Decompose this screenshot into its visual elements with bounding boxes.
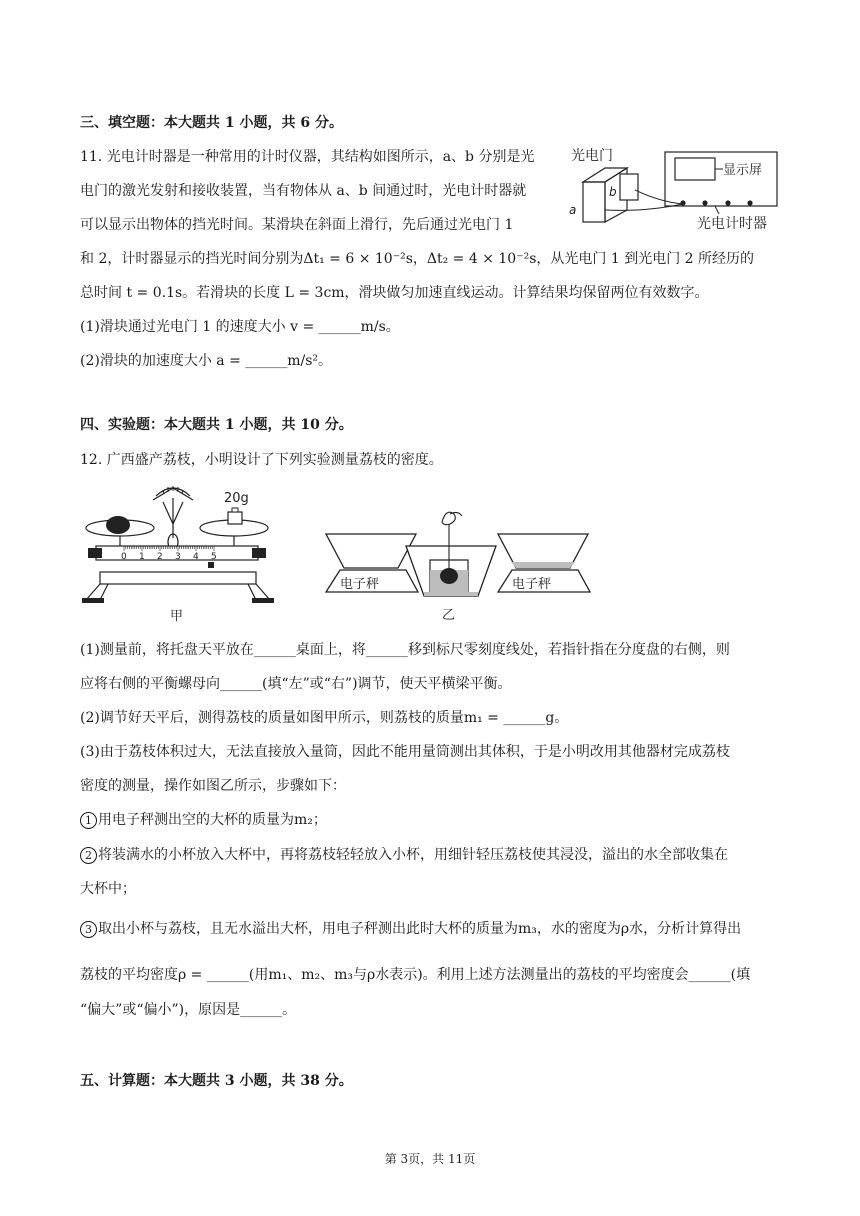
q12-step2b: 大杯中； xyxy=(80,881,136,897)
label-yi: 乙 xyxy=(442,608,456,623)
q11-sub2: (2)滑块的加速度大小 a = ______m/s²。 xyxy=(80,353,333,369)
label-jia: 甲 xyxy=(170,609,184,623)
q11-line2: 电门的激光发射和接收装置，当有物体从 a、b 间通过时，光电计时器就 xyxy=(80,183,527,199)
q11-sub1: (1)滑块通过光电门 1 的速度大小 v = ______m/s。 xyxy=(80,319,400,335)
q12-intro: 12. 广西盛产荔枝，小明设计了下列实验测量荔枝的密度。 xyxy=(80,452,443,468)
photogate-figure xyxy=(565,140,785,235)
section3-heading: 三、填空题：本大题共 1 小题，共 6 分。 xyxy=(80,115,343,131)
circled-number: 3 xyxy=(80,921,97,938)
circled-number: 2 xyxy=(80,847,97,864)
step3-text: 取出小杯与荔枝，且无水溢出大杯，用电子秤测出此时大杯的质量为m₃，水的密度为ρ水，分析计算得出 xyxy=(98,921,742,937)
step1-text: 用电子秤测出空的大杯的质量为m₂； xyxy=(98,812,327,828)
fig-label-a: a xyxy=(569,203,577,217)
scale-figure xyxy=(318,500,603,625)
scale-tick-label: 1 xyxy=(139,552,145,562)
circled-number: 1 xyxy=(80,812,97,829)
step2-text: 将装满水的小杯放入大杯中，再将荔枝轻轻放入小杯，用细针轻压荔枝使其浸没，溢出的水全部收集在 xyxy=(98,847,728,863)
q12-p1b: 应将右侧的平衡螺母向______(填“左”或“右”)调节，使天平横梁平衡。 xyxy=(80,676,512,692)
scale-tick-label: 2 xyxy=(157,552,163,562)
weight-label: 20g xyxy=(224,491,249,506)
fig-label-b: b xyxy=(609,185,617,199)
q12-step3a xyxy=(80,919,741,939)
scale-tick-label: 5 xyxy=(211,552,217,562)
q11-line3: 可以显示出物体的挡光时间。某滑块在斜面上滑行，先后通过光电门 1 xyxy=(80,217,514,233)
q12-step3b: 荔枝的平均密度ρ = ______(用m₁、m₂、m₃与ρ水表示)。利用上述方法测量出的荔枝的平均密度会______(填 xyxy=(80,967,751,983)
q12-p3a: (3)由于荔枝体积过大，无法直接放入量筒，因此不能用量筒测出其体积，于是小明改用其他器材完成荔枝 xyxy=(80,744,730,760)
balance-figure xyxy=(78,478,278,623)
scale-tick-label: 4 xyxy=(193,552,199,562)
q11-line1: 11. 光电计时器是一种常用的计时仪器，其结构如图所示，a、b 分别是光 xyxy=(80,149,535,165)
fig-label-gate: 光电门 xyxy=(571,148,613,164)
scale-label-2: 电子秤 xyxy=(512,577,552,592)
q12-step2a xyxy=(80,845,728,865)
q11-line4: 和 2，计时器显示的挡光时间分别为Δt₁ = 6 × 10⁻²s，Δt₂ = 4 × 10⁻²s，从光电门 1 到光电门 2 所经历的 xyxy=(80,251,755,267)
scale-tick-label: 0 xyxy=(121,552,127,562)
q12-p2: (2)调节好天平后，测得荔枝的质量如图甲所示，则荔枝的质量m₁ = ______g。 xyxy=(80,710,569,726)
q12-p1a: (1)测量前，将托盘天平放在______桌面上，将______移到标尺零刻度线处，若指针指在分度盘的右侧，则 xyxy=(80,642,730,658)
section5-heading: 五、计算题：本大题共 3 小题，共 38 分。 xyxy=(80,1073,353,1089)
q12-step1 xyxy=(80,810,327,830)
fig-label-timer: 光电计时器 xyxy=(697,216,767,232)
scale-label-1: 电子秤 xyxy=(340,577,380,592)
q12-step3c: “偏大”或“偏小”)，原因是______。 xyxy=(80,1002,297,1018)
section4-heading: 四、实验题：本大题共 1 小题，共 10 分。 xyxy=(80,417,353,433)
scale-tick-label: 3 xyxy=(175,552,181,562)
q12-p3b: 密度的测量，操作如图乙所示，步骤如下： xyxy=(80,778,346,794)
fig-label-screen: 显示屏 xyxy=(723,163,763,178)
page-footer: 第 3页，共 11页 xyxy=(384,1152,476,1166)
q11-line5: 总时间 t = 0.1s。若滑块的长度 L = 3cm，滑块做匀加速直线运动。计算结果均保留两位有效数字。 xyxy=(80,285,709,301)
